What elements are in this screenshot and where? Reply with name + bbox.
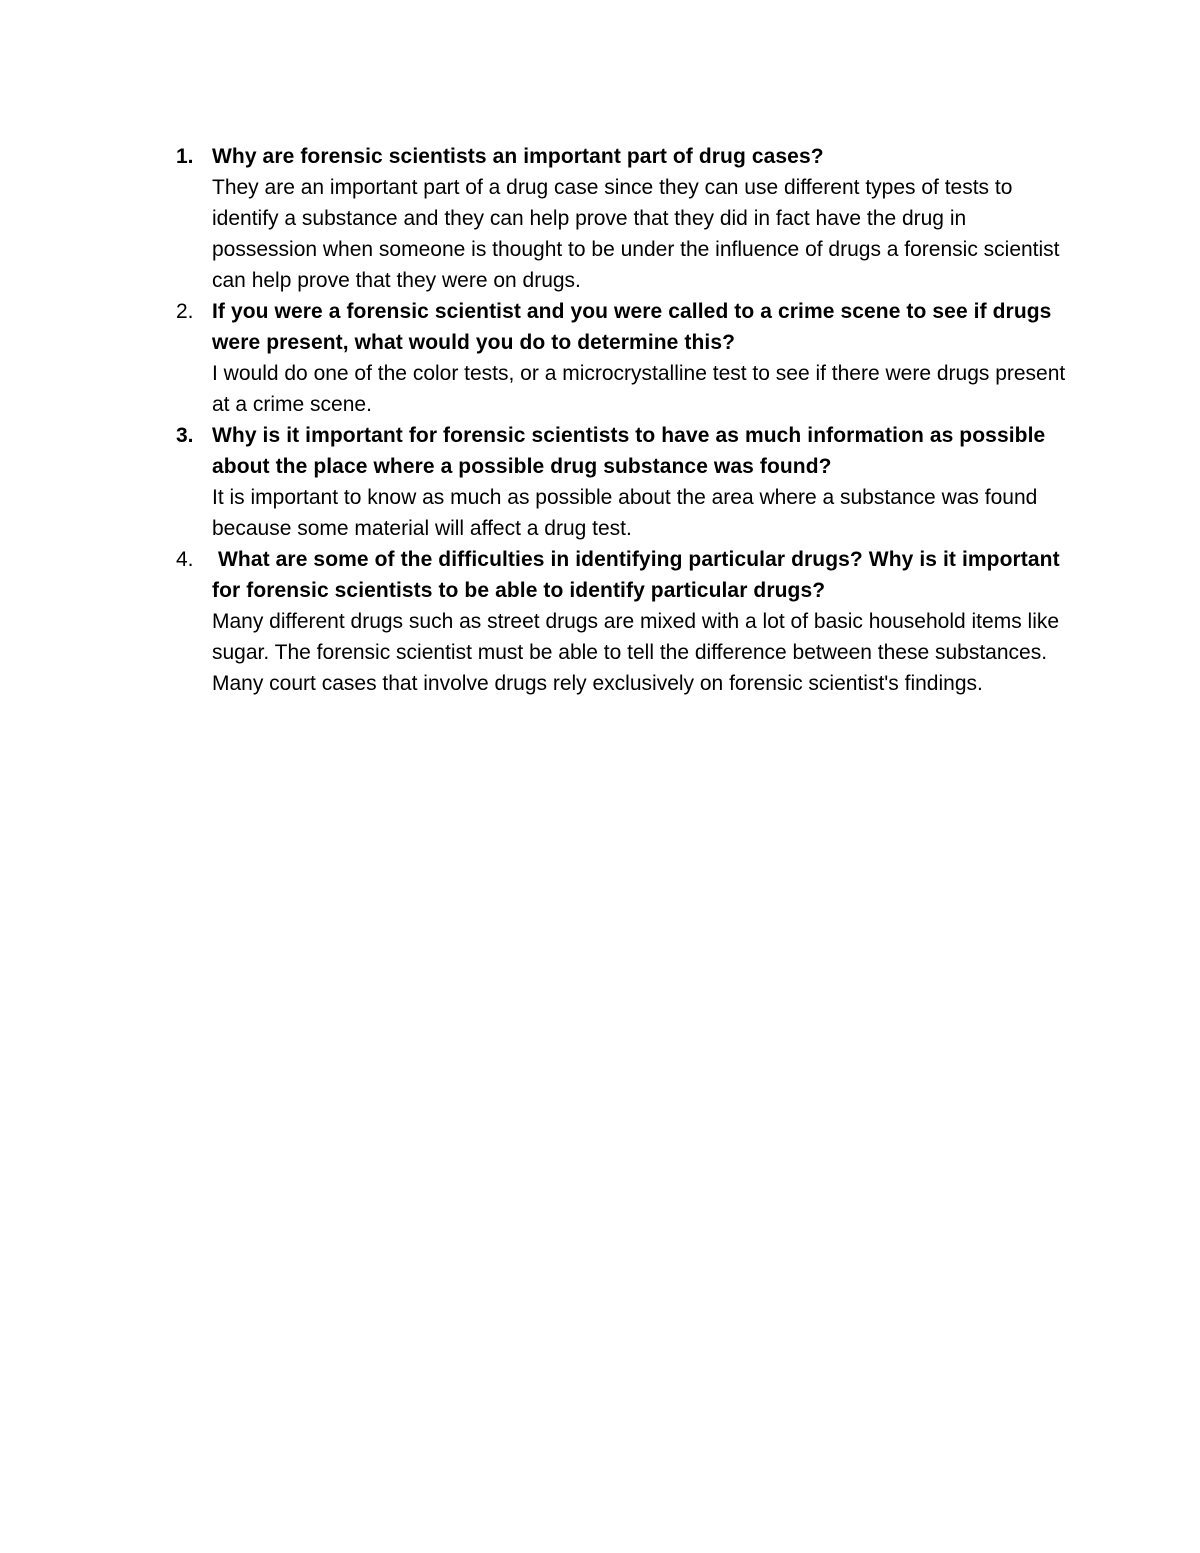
answer-text: I would do one of the color tests, or a microcrystalline test to see if there were drugs present at a crime scene.	[212, 362, 1066, 416]
question-text: Why are forensic scientists an important part of drug cases?	[212, 145, 824, 168]
item-number: 3.	[176, 424, 194, 447]
item-number: 1.	[176, 145, 194, 168]
list-item	[166, 296, 1066, 420]
item-number: 4.	[176, 548, 194, 571]
question-text: What are some of the difficulties in identifying particular drugs? Why is it important for forensic scientists to be able to identify particular drugs?	[212, 548, 1060, 602]
answer-text: Many different drugs such as street drugs are mixed with a lot of basic household items like sugar. The forensic scientist must be able to tell the difference between these substances. Many court cases that involve drugs rely exclusively on forensic scientist's findings.	[212, 610, 1060, 695]
question-text: If you were a forensic scientist and you were called to a crime scene to see if drugs were present, what would you do to determine this?	[212, 300, 1052, 354]
list-item	[166, 141, 1066, 296]
question-list	[166, 141, 1066, 699]
item-number: 2.	[176, 300, 194, 323]
question-text: Why is it important for forensic scientists to have as much information as possible about the place where a possible drug substance was found?	[212, 424, 1046, 478]
list-item	[166, 544, 1066, 699]
answer-text: They are an important part of a drug case since they can use different types of tests to identify a substance and they can help prove that they did in fact have the drug in possession when someone is thought to be under the influence of drugs a forensic scientist can help prove that they were on drugs.	[212, 176, 1060, 292]
list-item	[166, 420, 1066, 544]
answer-text: It is important to know as much as possible about the area where a substance was found because some material will affect a drug test.	[212, 486, 1038, 540]
